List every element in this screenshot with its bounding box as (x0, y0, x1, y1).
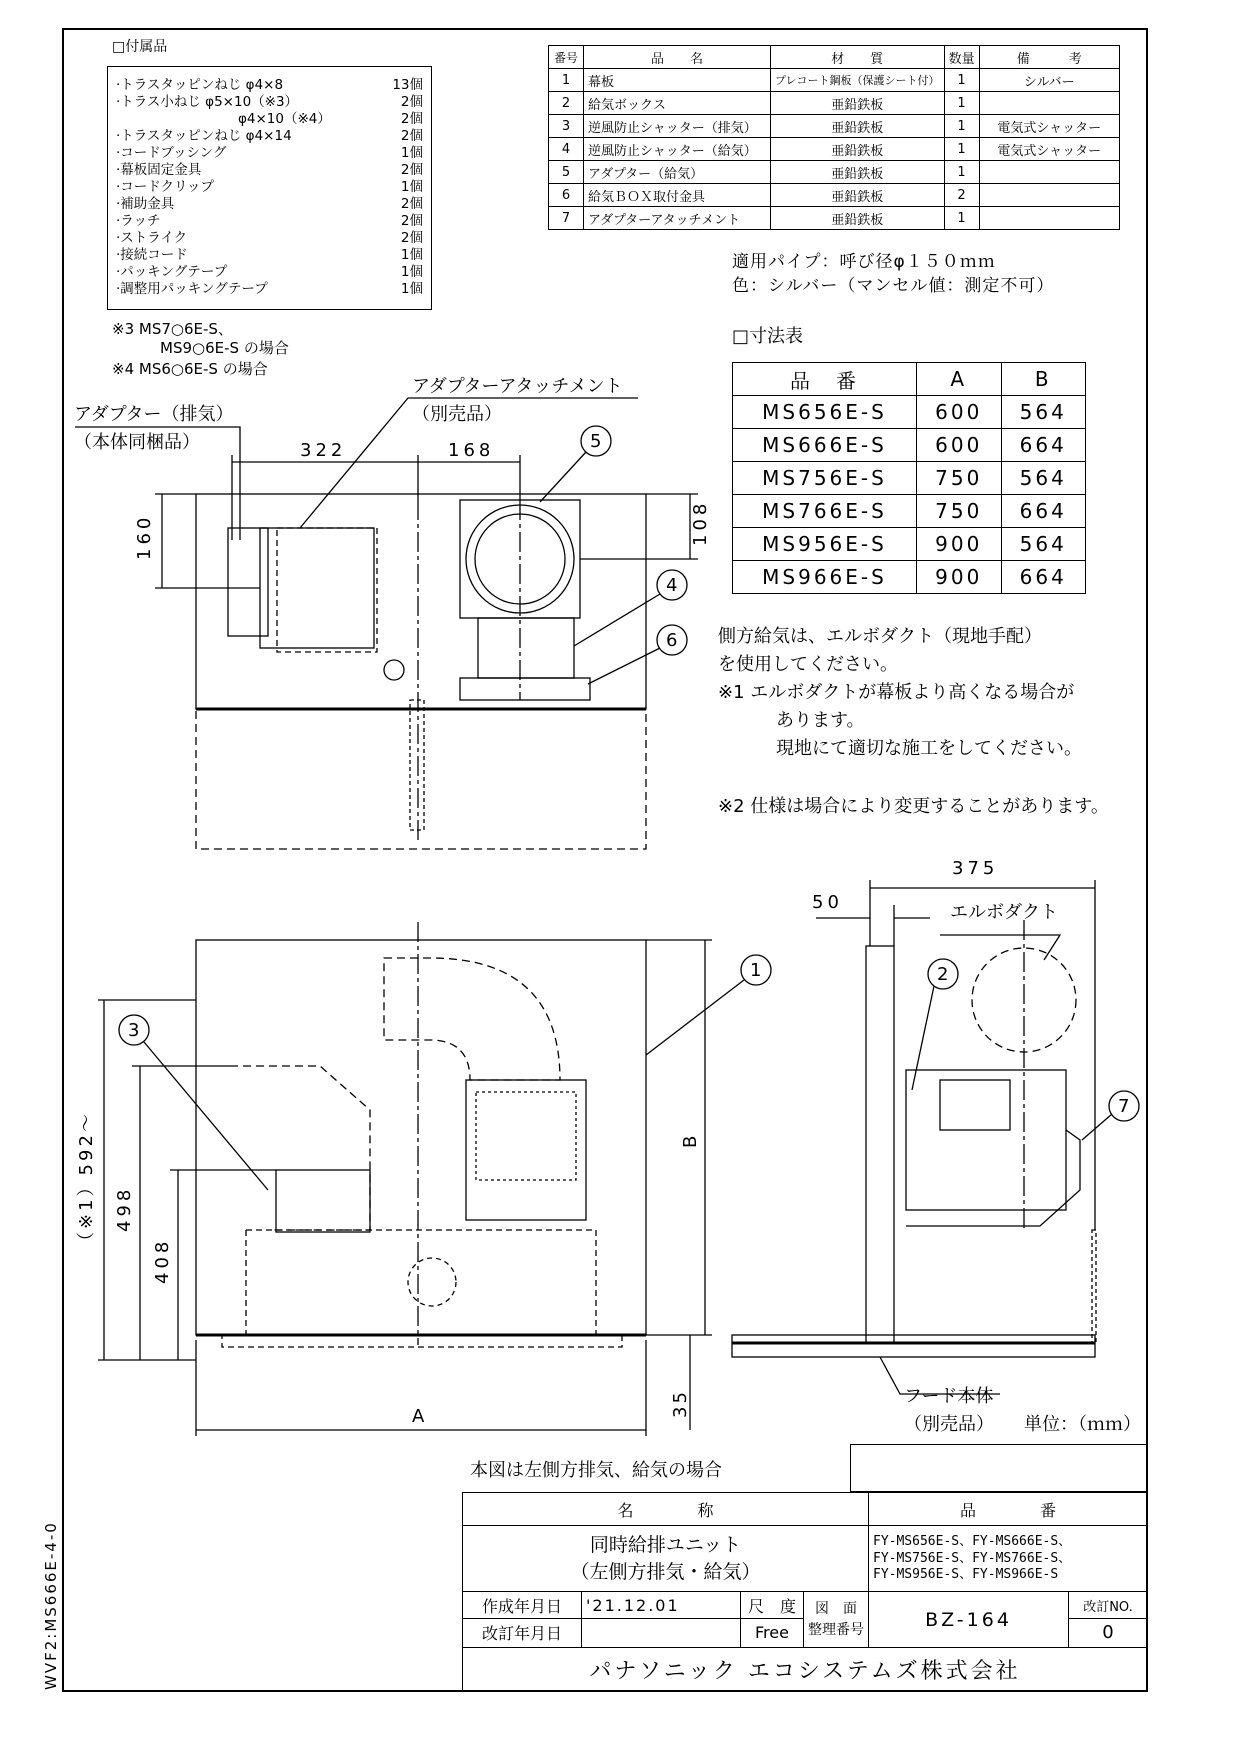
front-view (98, 922, 771, 1436)
dim-cell: 600 (917, 429, 1002, 462)
parts-cell: アダプターアタッチメント (584, 207, 771, 230)
dim-cell: 750 (917, 495, 1002, 528)
callout-1: 1 (750, 960, 762, 981)
dim-cell: 900 (917, 528, 1002, 561)
parts-cell: 6 (549, 184, 584, 207)
created-label: 作成年月日 (463, 1592, 582, 1619)
callout-2: 2 (937, 964, 949, 985)
dim-cell: 900 (917, 561, 1002, 594)
accessory-qty: 1個 (400, 145, 423, 161)
parts-cell: 7 (549, 207, 584, 230)
callout-4: 4 (666, 575, 678, 596)
dim-cell: 664 (1001, 561, 1086, 594)
adapter-exhaust-sub: （本体同梱品） (74, 432, 200, 453)
dim-cell: 564 (1001, 462, 1086, 495)
hood-label: フード本体 (904, 1386, 994, 1407)
unit-label: 単位：（ｍｍ） (1024, 1414, 1141, 1435)
revised-value (582, 1619, 741, 1648)
parts-cell: 3 (549, 115, 584, 138)
parts-cell: 逆風防止シャッター（給気） (584, 138, 771, 161)
parts-cell: 亜鉛鉄板 (771, 184, 945, 207)
accessories-title: □付属品 (112, 39, 168, 55)
callout-7: 7 (1118, 1096, 1130, 1117)
parts-cell: 亜鉛鉄板 (771, 207, 945, 230)
number-header: 品 番 (869, 1493, 1148, 1526)
models-1: FY-MS656E-S、FY-MS666E-S、 (873, 1534, 1072, 1550)
created-value: '21.12.01 (582, 1592, 741, 1619)
parts-cell: 逆風防止シャッター（排気） (584, 115, 771, 138)
models-2: FY-MS756E-S、FY-MS766E-S、 (873, 1550, 1072, 1566)
accessory-item: ·ラッチ (116, 213, 161, 229)
note-1a: ※1 エルボダクトが幕板より高くなる場合が (718, 682, 1075, 703)
attachment-sub: （別売品） (412, 404, 502, 425)
dim-322: 322 (300, 440, 347, 461)
parts-header: 材 質 (771, 46, 945, 69)
parts-cell: 亜鉛鉄板 (771, 161, 945, 184)
accessory-item: ·トラスタッピンねじ φ4×14 (116, 128, 292, 144)
attachment-label: アダプターアタッチメント (412, 376, 623, 397)
elbow-label: エルボダクト (950, 902, 1058, 923)
dim-cell: MS766E-S (733, 495, 917, 528)
parts-cell: 電気式シャッター (979, 138, 1119, 161)
accessory-item: ·ストライク (116, 230, 188, 246)
note-1c: 現地にて適切な施工をしてください。 (776, 738, 1082, 759)
accessory-item: ·トラス小ねじ φ5×10（※3） (116, 94, 299, 110)
parts-cell: 1 (549, 69, 584, 92)
dim-cell: 600 (917, 396, 1002, 429)
note-4: ※4 MS6○6E-S の場合 (112, 360, 268, 378)
parts-cell: 1 (944, 92, 979, 115)
accessory-item: ·コードブッシング (116, 145, 227, 161)
accessory-qty: 2個 (400, 128, 423, 144)
accessory-qty: 2個 (400, 94, 423, 110)
dim-cell: 664 (1001, 429, 1086, 462)
dim-375: 375 (952, 858, 999, 879)
top-view (75, 398, 698, 849)
scale-value: Free (741, 1619, 804, 1648)
side-view (732, 880, 1139, 1394)
callout-3: 3 (128, 1020, 140, 1041)
dim-408: 408 (152, 1237, 173, 1284)
hood-sub: （別売品） (904, 1414, 994, 1435)
dim-108: 108 (690, 499, 711, 546)
title-block (462, 1492, 1148, 1692)
revision-value: 0 (1069, 1619, 1148, 1648)
dim-50: 50 (812, 892, 843, 913)
dim-498: 498 (114, 1185, 135, 1232)
parts-cell: 1 (944, 69, 979, 92)
side-code: WVF2:MS666E-4-0 (42, 1521, 60, 1690)
accessory-qty: 1個 (400, 247, 423, 263)
spec-pipe: 適用パイプ：呼び径φ１５０ｍｍ (732, 252, 996, 272)
accessory-item: φ4×10（※4） (238, 111, 331, 127)
dim-cell: MS956E-S (733, 528, 917, 561)
drawing-label: 図 面 (815, 1600, 857, 1617)
dim-A: A (412, 1406, 425, 1427)
models-3: FY-MS956E-S、FY-MS966E-S (873, 1566, 1059, 1582)
dim-35: 35 (670, 1389, 691, 1418)
dim-header: B (1001, 363, 1086, 396)
dim-header: 品 番 (733, 363, 917, 396)
accessory-item: ·トラスタッピンねじ φ4×8 (116, 77, 284, 93)
note-side-1: 側方給気は、エルボダクト（現地手配） (718, 626, 1042, 647)
dim-168: 168 (448, 440, 495, 461)
accessory-item: ·パッキングテープ (116, 264, 228, 280)
parts-cell: 2 (549, 92, 584, 115)
dim-header: A (917, 363, 1002, 396)
accessory-item: ·接続コード (116, 247, 188, 263)
callout-6: 6 (666, 630, 678, 651)
accessory-qty: 2個 (400, 196, 423, 212)
parts-cell: 亜鉛鉄板 (771, 92, 945, 115)
parts-cell: アダプター（給気） (584, 161, 771, 184)
dim-cell: 564 (1001, 528, 1086, 561)
dim-592: （※1）592～ (76, 1111, 97, 1250)
parts-cell: 亜鉛鉄板 (771, 138, 945, 161)
adapter-exhaust-label: アダプター（排気） (74, 404, 234, 425)
callout-5: 5 (590, 431, 602, 452)
parts-cell: 1 (944, 115, 979, 138)
drawing-number: BZ-164 (869, 1592, 1069, 1647)
accessory-qty: 13個 (392, 77, 423, 93)
name-header: 名 称 (463, 1493, 869, 1526)
parts-cell: 1 (944, 161, 979, 184)
accessory-item: ·幕板固定金具 (116, 162, 202, 178)
accessory-qty: 2個 (400, 162, 423, 178)
parts-cell: シルバー (979, 69, 1119, 92)
drawing-label-2: 整理番号 (808, 1621, 864, 1638)
drawing-caption: 本図は左側方排気、給気の場合 (470, 1460, 722, 1481)
parts-cell: 1 (944, 207, 979, 230)
dim-B: B (680, 1135, 701, 1148)
dim-cell: 664 (1001, 495, 1086, 528)
dim-160: 160 (134, 513, 155, 560)
parts-cell: 1 (944, 138, 979, 161)
dim-cell: MS756E-S (733, 462, 917, 495)
parts-cell: 給気ＢＯＸ取付金具 (584, 184, 771, 207)
product-name-2: （左側方排気・給気） (570, 1560, 761, 1583)
dim-cell: 750 (917, 462, 1002, 495)
dim-table-title: □寸法表 (732, 326, 804, 347)
accessory-qty: 1個 (400, 179, 423, 195)
accessory-qty: 1個 (400, 281, 423, 297)
note-2: ※2 仕様は場合により変更することがあります。 (718, 796, 1109, 817)
accessory-qty: 2個 (400, 213, 423, 229)
parts-header: 番号 (549, 46, 584, 69)
parts-cell: 給気ボックス (584, 92, 771, 115)
parts-cell: 幕板 (584, 69, 771, 92)
revised-label: 改訂年月日 (463, 1619, 582, 1648)
revision-label: 改訂NO. (1069, 1592, 1148, 1619)
note-3b: MS9○6E-S の場合 (160, 339, 289, 357)
parts-cell: 電気式シャッター (979, 115, 1119, 138)
parts-cell: 5 (549, 161, 584, 184)
product-name-1: 同時給排ユニット (589, 1534, 742, 1557)
spec-color: 色：シルバー（マンセル値：測定不可） (732, 276, 1055, 296)
parts-header: 備 考 (979, 46, 1119, 69)
company-name: パナソニック エコシステムズ株式会社 (463, 1647, 1148, 1691)
accessory-item: ·コードクリップ (116, 179, 214, 195)
dim-cell: MS966E-S (733, 561, 917, 594)
note-3a: ※3 MS7○6E-S、 (112, 320, 233, 338)
note-1b: あります。 (776, 710, 865, 731)
accessory-qty: 2個 (400, 230, 423, 246)
parts-header: 数量 (944, 46, 979, 69)
parts-cell: 4 (549, 138, 584, 161)
blank-box (850, 1444, 1148, 1492)
parts-header: 品 名 (584, 46, 771, 69)
accessory-qty: 2個 (400, 111, 423, 127)
accessory-item: ·調整用パッキングテープ (116, 281, 268, 297)
accessory-item: ·補助金具 (116, 196, 175, 212)
dim-cell: MS656E-S (733, 396, 917, 429)
dim-cell: MS666E-S (733, 429, 917, 462)
dim-cell: 564 (1001, 396, 1086, 429)
note-side-2: を使用してください。 (718, 654, 898, 675)
accessory-qty: 1個 (400, 264, 423, 280)
scale-label: 尺 度 (741, 1592, 804, 1619)
parts-cell: 亜鉛鉄板 (771, 115, 945, 138)
parts-cell: プレコート鋼板（保護シート付） (771, 69, 945, 92)
parts-cell: 2 (944, 184, 979, 207)
